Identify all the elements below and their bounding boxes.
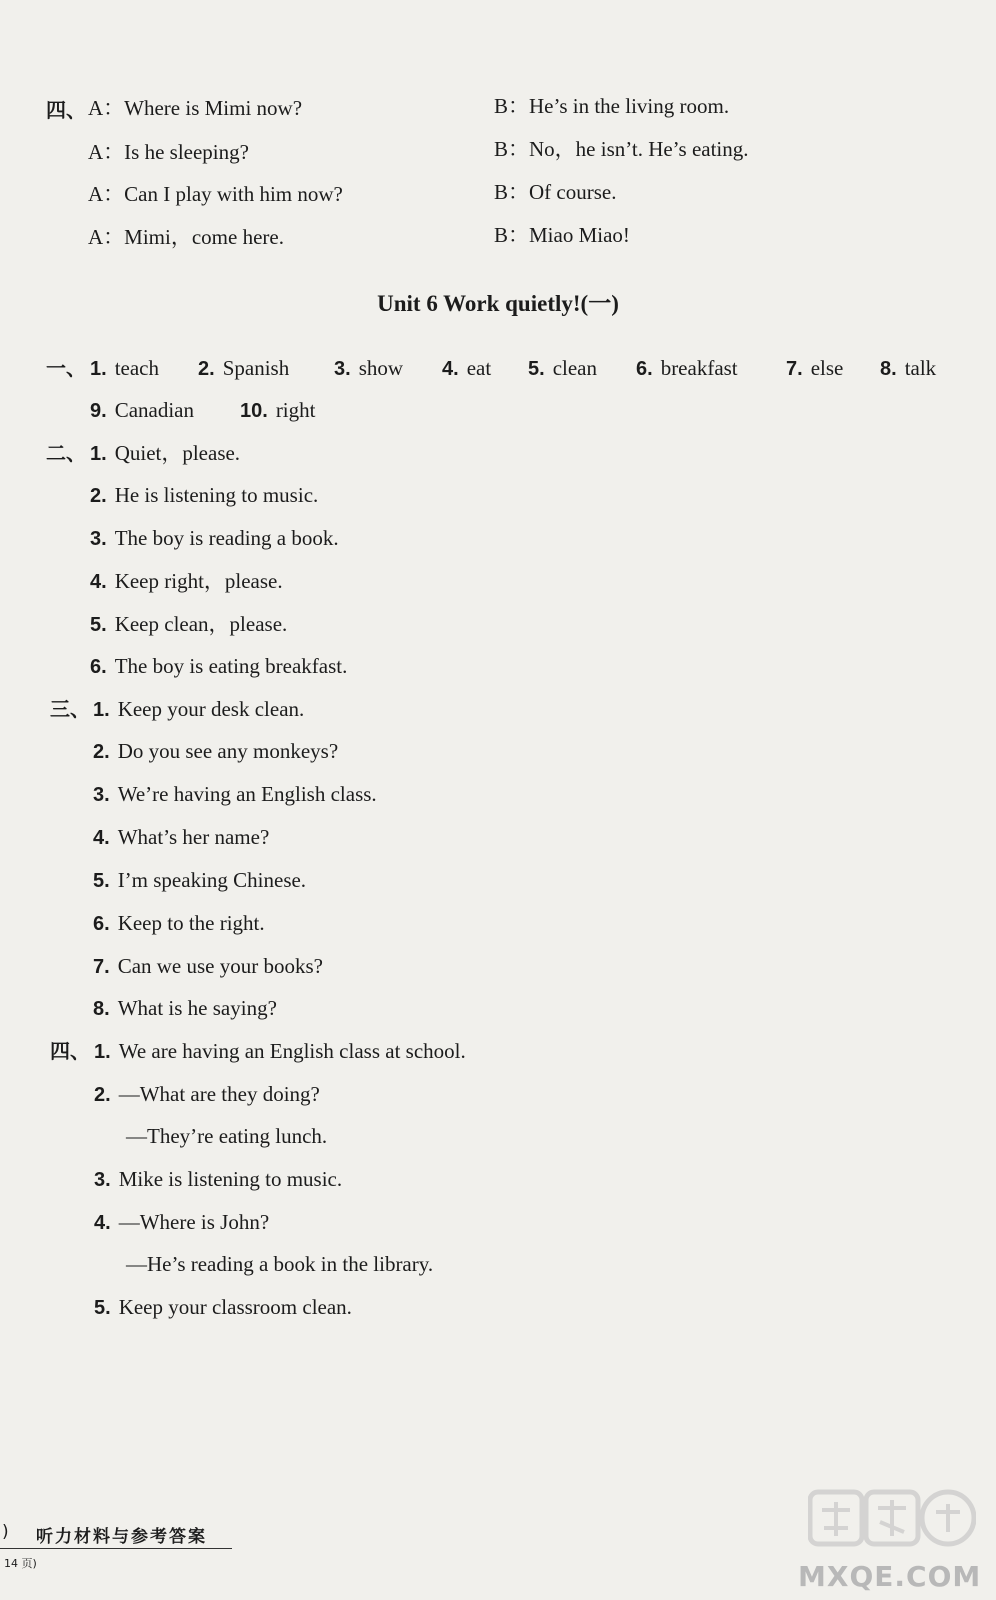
answer-text: What’s her name? bbox=[117, 825, 270, 849]
answer-text: Keep your classroom clean. bbox=[118, 1295, 352, 1319]
item-number: 2. bbox=[90, 485, 107, 507]
dialogue-b-line: B：No，he isn’t. He’s eating. bbox=[494, 137, 749, 161]
item-number: 8. bbox=[93, 998, 110, 1020]
unit-title: Unit 6 Work quietly!(一) bbox=[377, 291, 619, 316]
answer-line bbox=[90, 571, 283, 592]
word-item bbox=[442, 358, 491, 379]
answer-text: Keep right，please. bbox=[114, 569, 283, 593]
word-item bbox=[334, 358, 403, 379]
word-text: Spanish bbox=[222, 356, 290, 380]
answer-text: We’re having an English class. bbox=[117, 782, 377, 806]
answer-text: —Where is John? bbox=[118, 1210, 270, 1234]
answer-line bbox=[93, 741, 338, 762]
footer-page: 14 页) bbox=[4, 1557, 37, 1570]
item-number: 1. bbox=[94, 1041, 111, 1063]
item-number: 5. bbox=[528, 358, 545, 380]
item-number: 7. bbox=[93, 956, 110, 978]
answer-line bbox=[90, 528, 339, 549]
item-number: 9. bbox=[90, 400, 107, 422]
answer-line bbox=[93, 913, 265, 934]
section-label-dialogue: 四、 bbox=[46, 98, 86, 122]
item-number: 3. bbox=[93, 784, 110, 806]
item-number: 2. bbox=[93, 741, 110, 763]
section-label-part2: 二、 bbox=[46, 441, 86, 465]
item-number: 7. bbox=[786, 358, 803, 380]
word-text: eat bbox=[466, 356, 492, 380]
word-text: show bbox=[358, 356, 404, 380]
answer-text: Keep clean，please. bbox=[114, 612, 288, 636]
item-number: 5. bbox=[90, 614, 107, 636]
word-item bbox=[198, 358, 289, 379]
word-item bbox=[240, 400, 315, 421]
word-text: Canadian bbox=[114, 398, 194, 422]
word-text: teach bbox=[114, 356, 159, 380]
item-number: 6. bbox=[636, 358, 653, 380]
item-number: 4. bbox=[90, 571, 107, 593]
answer-line bbox=[94, 1041, 466, 1062]
answer-line bbox=[93, 870, 306, 891]
answer-line bbox=[94, 1169, 342, 1190]
item-number: 8. bbox=[880, 358, 897, 380]
answer-text: —They’re eating lunch. bbox=[126, 1124, 328, 1148]
item-number: 4. bbox=[442, 358, 459, 380]
answer-text: Mike is listening to music. bbox=[118, 1167, 343, 1191]
answer-text: The boy is reading a book. bbox=[114, 526, 339, 550]
word-item bbox=[90, 358, 159, 379]
answer-text: We are having an English class at school. bbox=[118, 1039, 466, 1063]
answer-line bbox=[94, 1297, 352, 1318]
word-item bbox=[90, 400, 194, 421]
answer-line bbox=[93, 827, 269, 848]
item-number: 5. bbox=[94, 1297, 111, 1319]
item-number: 6. bbox=[93, 913, 110, 935]
answer-text: He is listening to music. bbox=[114, 483, 319, 507]
word-text: talk bbox=[904, 356, 937, 380]
item-number: 4. bbox=[93, 827, 110, 849]
footer-paren: ) bbox=[2, 1522, 9, 1542]
item-number: 3. bbox=[334, 358, 351, 380]
answer-text: Quiet，please. bbox=[114, 441, 241, 465]
item-number: 1. bbox=[93, 699, 110, 721]
answer-text: Can we use your books? bbox=[117, 954, 323, 978]
section-label-part4: 四、 bbox=[50, 1039, 90, 1063]
word-item bbox=[880, 358, 936, 379]
dialogue-b-line: B：Miao Miao! bbox=[494, 223, 630, 247]
footer-label: 听力材料与参考答案 bbox=[36, 1527, 207, 1547]
dialogue-a-line: A：Where is Mimi now? bbox=[88, 96, 303, 120]
word-item bbox=[786, 358, 843, 379]
section-label-part1: 一、 bbox=[46, 356, 86, 380]
answer-line bbox=[126, 1126, 327, 1147]
answer-text: Do you see any monkeys? bbox=[117, 739, 339, 763]
word-text: breakfast bbox=[660, 356, 738, 380]
dialogue-b-line: B：He’s in the living room. bbox=[494, 94, 730, 118]
dialogue-a-line: A：Is he sleeping? bbox=[88, 140, 249, 164]
answer-text: What is he saying? bbox=[117, 996, 277, 1020]
item-number: 1. bbox=[90, 443, 107, 465]
answer-line bbox=[93, 956, 323, 977]
answer-line bbox=[94, 1084, 320, 1105]
answer-text: Keep to the right. bbox=[117, 911, 265, 935]
item-number: 2. bbox=[198, 358, 215, 380]
section-label-part3: 三、 bbox=[50, 697, 90, 721]
answer-text: —What are they doing? bbox=[118, 1082, 320, 1106]
item-number: 5. bbox=[93, 870, 110, 892]
word-text: right bbox=[275, 398, 316, 422]
watermark-text: MXQE.COM bbox=[798, 1560, 982, 1593]
item-number: 3. bbox=[94, 1169, 111, 1191]
item-number: 10. bbox=[240, 400, 268, 422]
dialogue-a-line: A：Can I play with him now? bbox=[88, 182, 343, 206]
word-text: else bbox=[810, 356, 844, 380]
answer-line bbox=[94, 1212, 269, 1233]
answer-line bbox=[126, 1254, 433, 1275]
answer-line bbox=[93, 998, 277, 1019]
answer-line bbox=[93, 699, 304, 720]
item-number: 3. bbox=[90, 528, 107, 550]
dialogue-b-line: B：Of course. bbox=[494, 180, 617, 204]
word-text: clean bbox=[552, 356, 597, 380]
answer-line bbox=[90, 656, 347, 677]
answer-line bbox=[90, 443, 240, 464]
dialogue-a-line: A：Mimi，come here. bbox=[88, 225, 284, 249]
item-number: 2. bbox=[94, 1084, 111, 1106]
item-number: 1. bbox=[90, 358, 107, 380]
item-number: 6. bbox=[90, 656, 107, 678]
answer-text: Keep your desk clean. bbox=[117, 697, 305, 721]
item-number: 4. bbox=[94, 1212, 111, 1234]
answer-text: The boy is eating breakfast. bbox=[114, 654, 348, 678]
footer-rule bbox=[0, 1548, 232, 1549]
word-item bbox=[528, 358, 597, 379]
answer-text: I’m speaking Chinese. bbox=[117, 868, 307, 892]
word-item bbox=[636, 358, 738, 379]
answer-line bbox=[90, 485, 318, 506]
answer-line bbox=[90, 614, 287, 635]
answer-line bbox=[93, 784, 377, 805]
answer-text: —He’s reading a book in the library. bbox=[126, 1252, 434, 1276]
